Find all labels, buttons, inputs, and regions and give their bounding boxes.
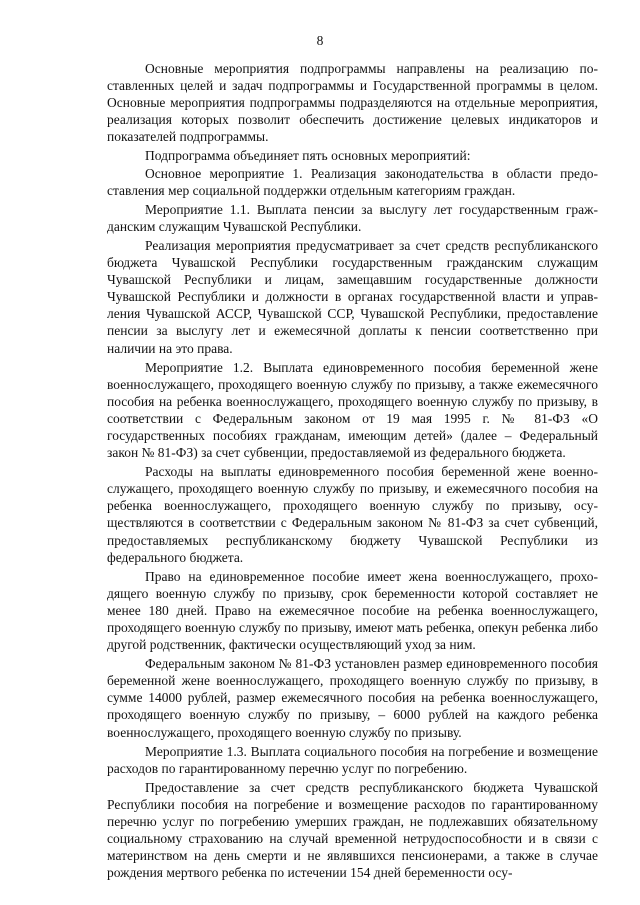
paragraph-activity-1-3: Мероприятие 1.3. Выплата социального пособия на погребение и возмещение расходов по гарантированному перечню услуг по погребению. bbox=[107, 743, 598, 776]
paragraph-main-activities-intro: Основные мероприятия подпрограммы направлены на реализацию поставленных целей и задач подпрограммы и Государственной программы в целом. Основные мероприятия подпрограммы подразделяются на отдельные мероприятия, реализация которых позволит обеспечить достижение целевых индикаторов и показателей подпрограммы. bbox=[107, 61, 598, 145]
paragraph-activity-1-2-eligibility: Право на единовременное пособие имеет жена военнослужащего, проходящего военную службу по призыву, срок беременности которой составляет не менее 180 дней. Право на ежемесячное пособие на ребенка военнослужащего, проходящего военную службу по призыву, имеют мать ребенка, опекун ребенка либо другой родственник, фактически осуществляющий уход за ним. bbox=[107, 568, 598, 653]
paragraph-activity-1-1-details: Реализация мероприятия предусматривает за счет средств республиканского бюджета Чувашской Республики государственным гражданским служащим Чувашской Республики и лицам, замещавшим государственные должности Чувашской Республики и должности в органах государственной власти и управления Чувашской АССР, Чувашской ССР, Чувашской Республики, предоставление пенсии за выслугу лет и ежемесячной доплаты к пенсии соответственно при наличии на это права. bbox=[107, 237, 598, 356]
paragraph-activity-1-2-amounts: Федеральным законом № 81-ФЗ установлен размер единовременного пособия беременной жене военнослужащего, проходящего военную службу по призыву, в сумме 14000 рублей, размер ежемесячного пособия на ребенка военнослужащего, проходящего военную службу по призыву, – 6000 рублей на каждого ребенка военнослужащего, проходящего военную службу по призыву. bbox=[107, 656, 598, 740]
paragraph-main-activity-1: Основное мероприятие 1. Реализация законодательства в области предоставления мер социальной поддержки отдельным категориям граждан. bbox=[107, 165, 598, 198]
paragraph-activity-1-1: Мероприятие 1.1. Выплата пенсии за выслугу лет государственным гражданским служащим Чувашской Республики. bbox=[107, 201, 598, 234]
paragraph-activity-1-2-expenses: Расходы на выплаты единовременного пособия беременной жене военнослужащего, проходящего военную службу по призыву, и ежемесячного пособия на ребенка военнослужащего, проходящего военную службу по призыву, осуществляются в соответствии с Федеральным законом № 81-ФЗ за счет субвенций, предоставляемых республиканскому бюджету Чувашской Республики из федерального бюджета. bbox=[107, 464, 598, 565]
paragraph-activity-1-2: Мероприятие 1.2. Выплата единовременного пособия беременной жене военнослужащего, проходящего военную службу по призыву, а также ежемесячного пособия на ребенка военнослужащего, проходящего военную службу по призыву, в соответствии с Федеральным законом от 19 мая 1995 г. № 81-ФЗ «О государственных пособиях гражданам, имеющим детей» (далее – Федеральный закон № 81-ФЗ) за счет субвенции, предоставляемой из федерального бюджета. bbox=[107, 359, 598, 461]
page-number: 8 bbox=[316, 33, 324, 48]
body-text bbox=[107, 60, 598, 881]
paragraph-activity-1-3-details: Предоставление за счет средств республиканского бюджета Чувашской Республики пособия на погребение и возмещение расходов по гарантированному перечню услуг по погребению умерших граждан, не подлежавших обязательному социальному страхованию на случай временной нетрудоспособности и в связи с материнством на день смерти и не являвшихся пенсионерами, а также в случае рождения мертвого ребенка по истечении 154 дней беременности осу- bbox=[107, 779, 598, 881]
paragraph-five-activities: Подпрограмма объединяет пять основных мероприятий: bbox=[145, 148, 471, 164]
